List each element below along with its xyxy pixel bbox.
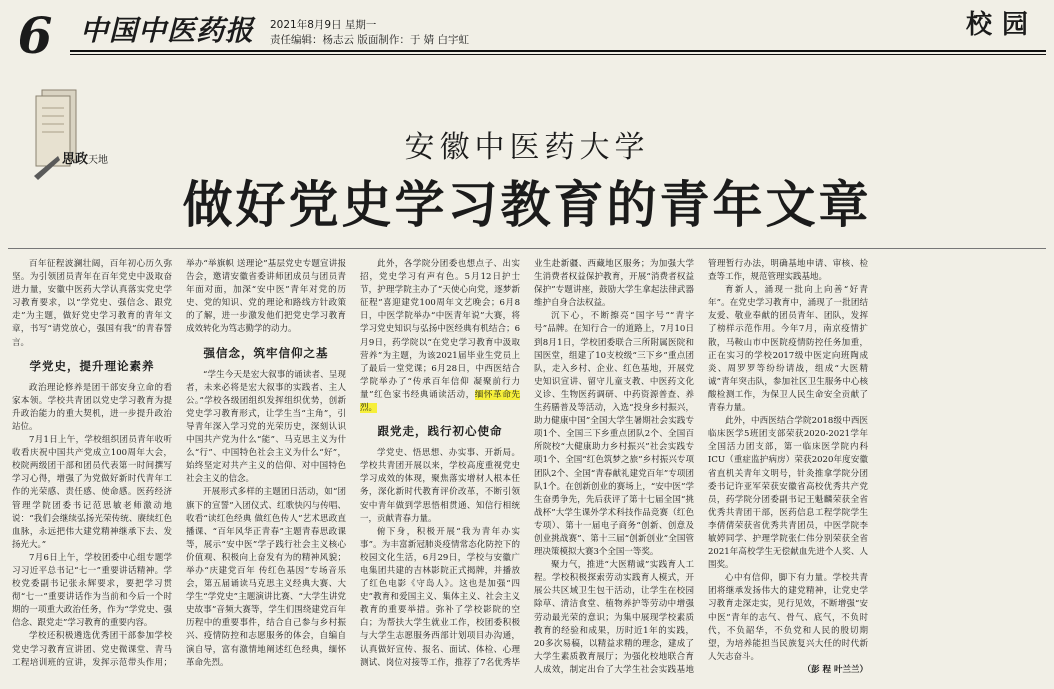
paragraph: 沉下心，不断擦亮“国字号”“青字号”品牌。在知行合一的道路上，7月10日到8月1日，学校团委联合三所附属医院和国医堂，组建了10支校级“三下乡”重点团队，走入乡村、企业、红色基地，开展党史知识宣讲、留守儿童支教、中医药文化义诊、生物医药调研、中药资源普查、养生药膳普及等活动，入选“投身乡村振兴，助力健康中国”全国大学生暑期社会实践专项1个、全国三下乡重点团队2个、全国百所院校“大健康助力乡村振兴”社会实践专项1个、全国“红色筑梦之旅”乡村振兴专项团队2个、全国“青春献礼建党百年”专项团队1个。在创新创业的赛场上，“安中医”学生奋勇争先，先后获评了第十七届全国“挑战杯”大学生课外学术科技作品竞赛（红色专项）、第十一届电子商务“创新、创意及创业挑战赛”、第十三届“创新创业”全国管理决策模拟大赛3个全国一等奖。 [534,311,694,558]
article-body [12,258,1042,678]
column-tag-subtitle: 天地 [88,155,109,166]
paragraph: 7月6日上午，学校团委中心组专题学习习近平总书记“七一”重要讲话精神。学校党委副书记张永辉要求，要把学习贯彻“七一”重要讲话作为当前和今后一个时期的一项重大政治任务，作为“学党史、强信念、跟党走”学习教育的重要内容。 [12,552,172,629]
article-headline: 做好党史学习教育的青年文章 [182,176,872,234]
column-tag-title: 思政 [62,152,89,167]
subhead-3: 跟党走，践行初心使命 [377,424,503,439]
paragraph: 心中有信仰，脚下有力量。学校共青团将继承发扬伟大的建党精神，让党史学习教育走深走实，见行见效，不断增强“安中医”青年的志气、骨气、底气，不负时代，不负韶华，不负党和人民的殷切期望，为培养能担当民族复兴大任的时代新人矢志奋斗。 [708,573,868,662]
subhead-2: 强信念，筑牢信仰之基 [203,345,329,360]
paragraph: 学校还积极遴选优秀团干部参加学校党史学习教育宣讲团、党史微课堂、青马工程培训班的宣讲，发挥示范带头作用；举办“举旗帜 送理论”基层党史专题宣讲报告会，邀请安徽省委讲师团成员与团员青年面对面，加深“安中医”青年对党的历史、党的知识、党的理论和路线方针政策的了解，进一步激发他们把党史学习教育成效转化为笃志勤学的动力。 [12,259,346,668]
article-intro: 百年征程波澜壮阔，百年初心历久弥坚。为引领团员青年在百年党史中汲取奋进力量，安徽中医药大学认真落实党史学习教育要求，以“学党史、强信念、跟党走”为主题，做好党史学习教育的青年文章，书写“请党放心，强国有我”的青春誓言。 [12,259,172,348]
paragraph: 俯下身，积极开展“我为青年办实事”。为丰富新冠肺炎疫情常态化防控下的校园文化生活，6月29日，学校与安徽广电集团共建的吉林影院正式揭牌，并播放了红色电影《守岛人》。这也是加强“四史”教育和爱国主义、集体主义、社会主义教育的重要举措。弥补了学校影院的空白；为帮扶大学生就业工作，校团委积极与大学生志愿服务西部计划项目办沟通，认真做好宣传、报名、面试、体检、心理测试、岗位对接等工作，推荐了7名优秀毕业生赴新疆、西藏地区服务；为加强大学生消费者权益保护教育，开展“消费者权益保护”专题讲座，鼓励大学生拿起法律武器维护自身合法权益。 [360,259,694,668]
paragraph: “学生今天是宏大叙事的诵读者、呈现者，未来必将是宏大叙事的实践者、主人公。”学校各级团组织发挥组织优势，创新党史学习教育形式，让学生当“主角”，引导青年深入学习党的光荣历史，深刻认识中国共产党为什么“能”、马克思主义为什么“行”、中国特色社会主义为什么“好”，始终坚定对共产主义的信仰、对中国特色社会主义的信念。 [186,369,346,485]
date-info [270,18,469,48]
issue-date: 2021年8月9日 星期一 [270,19,377,31]
header-rule [70,50,1046,55]
section-title: 校园 [965,10,1038,40]
paragraph: 政治理论修养是团干部安身立命的看家本领。学校共青团以党史学习教育为提升政治能力的重大契机，进一步提升政治站位。 [12,382,172,432]
article-byline: （彭 程 叶兰兰） [802,664,868,675]
paragraph: 7月1日上午，学校组织团员青年收听收看庆祝中国共产党成立100周年大会，校院两级团干部和团员代表第一时间撰写学习心得，增强了为党做好新时代青年工作的光荣感、责任感、使命感。医药经济管理学院团委书记范思敏老师激动地说：“我们会继续弘扬光荣传统、赓续红色血脉，永远把伟大建党精神继承下去、发扬光大。” [12,435,172,550]
paragraph [360,258,520,415]
paragraph: 聚力气，推进“大医精诚”实践育人工程。学校积极探索劳动实践育人模式，开展公共区域卫生包干活动，让学生在校园除草、清洁食堂、植物养护等劳动中增强劳动最光荣的意识；为集中展现学校素质教育的经验和成果，历时近1年的实践，20多次易稿，以精益求精的理念，建成了大学生素质教育展厅；为强化校地联合育人成效，制定出台了大学生社会实践基地管理暂行办法，明确基地申请、审核、检查等工作，规范管理实践基地。 [534,259,868,675]
editors-credit: 责任编辑：杨志云 版面制作：于 婧 白宇虹 [270,34,470,46]
paragraph: 育新人，涌现一批向上向善“好青年”。在党史学习教育中，涌现了一批团结友爱、敬业奉献的团员青年、团队，发挥了榜样示范作用。今年7月，南京疫情扩散，马鞍山市中医院疫情防控任务加重，正在实习的学校2017级中医定向班陶成炎、周罗罗等纷纷请战，组成“大医精诚”青年突击队，参加社区卫生服务中心核酸检测工作，为保卫人民生命安全贡献了青春力量。 [708,285,868,414]
paragraph-text: 此外，各学院分团委也想点子、出实招，党史学习有声有色。5月12日护士节，护理学院主办了“天使心向党，逐梦新征程”喜迎建党100周年文艺晚会；6月8日，中医学院举办“中医青年说”大赛，将学习党史知识与弘扬中医经典有机结合；6月9日，药学院以“在党史学习教育中汲取营养”为主题，为该2021届毕业生党员上了最后一堂党课；6月28日，中西医结合学院举办了“传承百年信仰 凝聚前行力量”红色家书经典诵读活动， [360,259,520,400]
highlighted-text: 缅怀革命先烈。 [360,389,520,414]
paragraph: 开展形式多样的主题团日活动，如“团旗下的宣誓”入团仪式、红歌快闪与传唱、收看“读红色经典 做红色传人”艺术思政直播课、“百年风华正青春”主题青春思政课等，展示“安中医”学子践行社会主义核心价值观、积极向上奋发有为的精神风貌；举办“庆建党百年 传红色基因”专场音乐会，第五届诵读马克思主义经典大赛、大学生“学党史”主题演讲比赛、“大学生讲党史故事”音频大赛等，学生们围绕建党百年历程中的重要事件，结合自己参与乡村振兴、疫情防控和志愿服务的体会，自编自演自导，富有激情地阐述红色经典，缅怀革命先烈。 [186,487,346,668]
article-kicker: 安徽中医药大学 [404,130,650,165]
paragraph: 此外，中西医结合学院2018级中西医临床医学5班团支部荣获2020-2021学年全国活力团支部，第一临床医学院内科ICU（重症监护病房）荣获2020年度安徽省直机关青年文明号，针灸推拿学院分团委书记许亚军荣获安徽省高校优秀共产党员，药学院分团委副书记王魁麟荣获全省优秀共青团干部，医药信息工程学院学生李倩倩荣获省优秀共青团员，中医学院李敏婷同学、护理学院张仁伟分别荣获全省2021年高校学生无偿献血先进个人奖、人围奖。 [708,416,868,571]
page-number: 6 [17,6,53,65]
subhead-1: 学党史，提升理论素养 [29,358,155,373]
paragraph: 学党史、悟思想、办实事、开新局。学校共青团开展以来，学校高度重视党史学习成效的体现，聚焦落实增材人根本任务，深化新时代教育评价改革，不断引领安中青年做到学思悟相贯通、知信行相统一，贡献青春力量。 [360,448,520,524]
newspaper-masthead: 中国中医药报 [80,14,255,47]
headline-divider [8,248,1046,249]
